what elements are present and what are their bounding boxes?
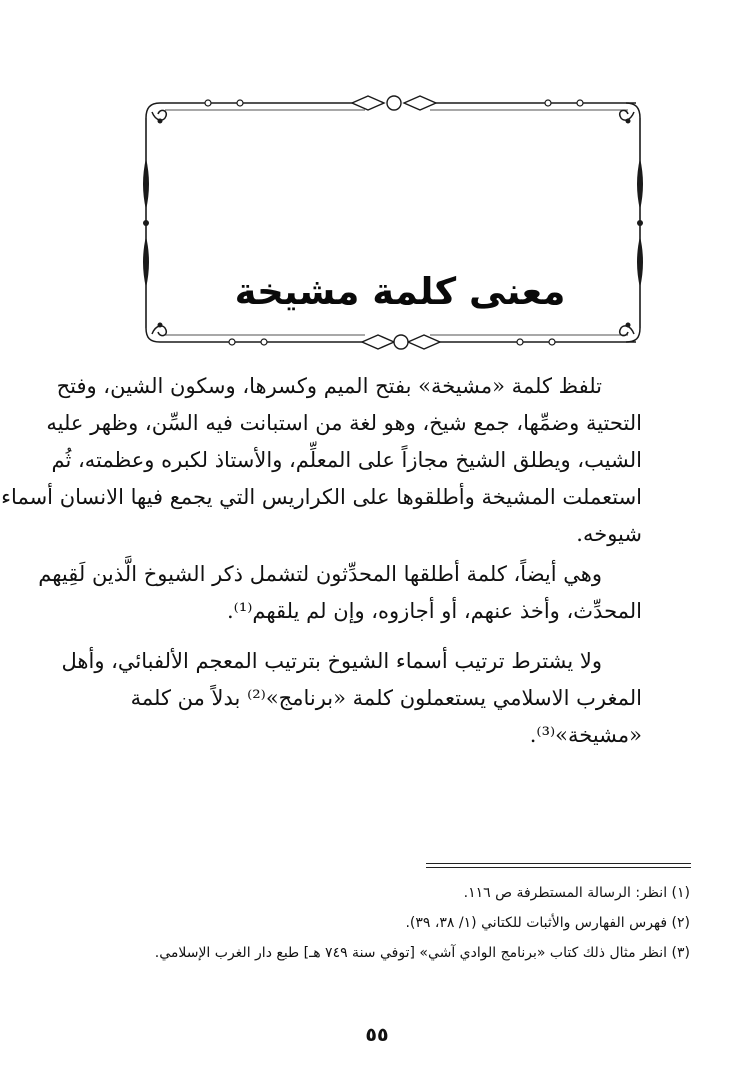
separator-line-top	[426, 863, 691, 864]
footnote-3: (٣) انظر مثال ذلك كتاب «برنامج الوادي آشي» [توفي سنة ٧٤٩ هـ] طبع دار الغرب الإسلامي.	[154, 945, 690, 961]
footnote-1: (١) انظر: الرسالة المستطرفة ص ١١٦.	[463, 885, 690, 901]
page-title: معنى كلمة مشيخة	[234, 270, 566, 313]
text-line: استعملت المشيخة وأطلقوها على الكراريس التي يجمع فيها الانسان أسماء	[1, 485, 642, 509]
paragraph-3	[61, 643, 642, 754]
text-line: المغرب الاسلامي يستعملون كلمة «برنامج»⁽²⁾ بدلاً من كلمة	[130, 686, 642, 710]
footnote-separator	[426, 863, 691, 868]
footnote-2: (٢) فهرس الفهارس والأثبات للكتاني (١/ ٣٨، ٣٩).	[405, 915, 690, 931]
text-line: المحدِّث، وأخذ عنهم، أو أجازوه، وإن لم يلقهم⁽¹⁾.	[226, 599, 642, 623]
separator-line-bottom	[426, 867, 691, 868]
paragraph-1	[1, 368, 642, 553]
text-line: «مشيخة»⁽³⁾.	[529, 723, 642, 747]
footnotes	[150, 878, 690, 968]
text-line: وهي أيضاً، كلمة أطلقها المحدِّثون لتشمل ذكر الشيوخ الَّذين لَقِيهم	[38, 562, 602, 586]
paragraph-2	[38, 556, 642, 630]
ornament-bottom-center	[362, 335, 440, 349]
text-line: شيوخه.	[576, 522, 642, 546]
text-line: ولا يشترط ترتيب أسماء الشيوخ بترتيب المعجم الألفبائي، وأهل	[61, 649, 602, 673]
text-line: تلفظ كلمة «مشيخة» بفتح الميم وكسرها، وسكون الشين، وفتح	[56, 374, 602, 398]
text-line: الشيب، ويطلق الشيخ مجازاً على المعلِّم، والأستاذ لكبره وعظمته، ثُم	[51, 448, 642, 472]
page-number: ٥٥	[365, 1024, 389, 1046]
text-line: التحتية وضمِّها، جمع شيخ، وهو لغة من استبانت فيه السِّن، وظهر عليه	[46, 411, 642, 435]
ornament-top-center	[352, 96, 436, 110]
